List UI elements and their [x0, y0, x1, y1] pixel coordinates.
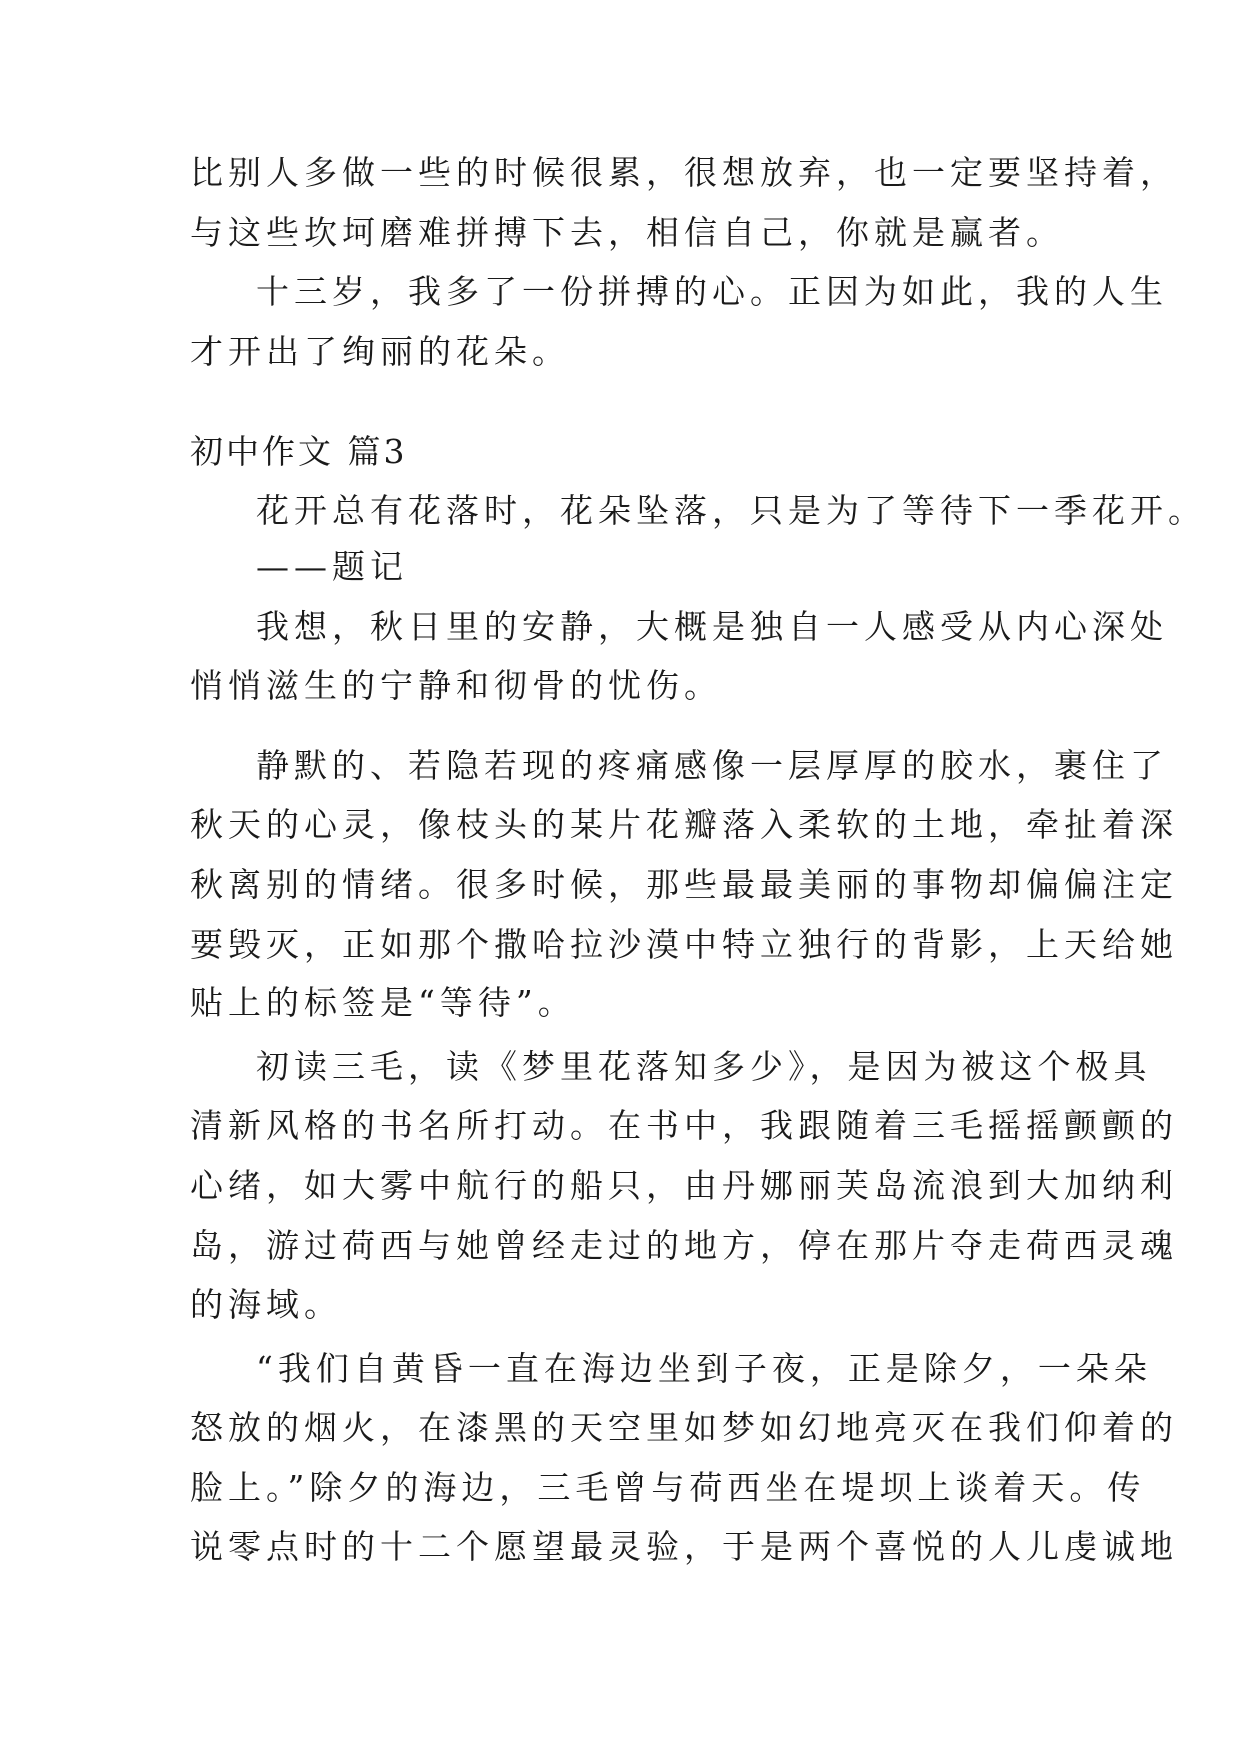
body-line: 说零点时的十二个愿望最灵验，于是两个喜悦的人儿虔诚地	[190, 1527, 1178, 1566]
epigraph-attribution: ——题记	[256, 547, 408, 586]
body-line: 的海域。	[190, 1285, 342, 1324]
body-line: 秋天的心灵，像枝头的某片花瓣落入柔软的土地，牵扯着深	[190, 805, 1178, 844]
epigraph-line: 花开总有花落时，花朵坠落，只是为了等待下一季花开。	[256, 491, 1206, 530]
body-line: 要毁灭，正如那个撒哈拉沙漠中特立独行的背影，上天给她	[190, 925, 1178, 964]
paragraph-line: 静默的、若隐若现的疼痛感像一层厚厚的胶水，裹住了	[256, 746, 1168, 785]
body-line: 清新风格的书名所打动。在书中，我跟随着三毛摇摇颤颤的	[190, 1106, 1178, 1145]
body-line: 与这些坎坷磨难拼搏下去，相信自己，你就是赢者。	[190, 213, 1064, 252]
body-line: 脸上。”除夕的海边，三毛曾与荷西坐在堤坝上谈着天。传	[190, 1468, 1146, 1507]
section-heading: 初中作文 篇3	[190, 432, 408, 471]
body-line: 怒放的烟火，在漆黑的天空里如梦如幻地亮灭在我们仰着的	[190, 1408, 1178, 1447]
body-line: 秋离别的情绪。很多时候，那些最最美丽的事物却偏偏注定	[190, 865, 1178, 904]
paragraph-line: “我们自黄昏一直在海边坐到子夜，正是除夕，一朵朵	[256, 1349, 1152, 1388]
paragraph-line: 十三岁，我多了一份拼搏的心。正因为如此，我的人生	[256, 272, 1168, 311]
paragraph-line: 我想，秋日里的安静，大概是独自一人感受从内心深处	[256, 607, 1168, 646]
paragraph-line: 初读三毛，读《梦里花落知多少》，是因为被这个极具	[256, 1047, 1152, 1086]
body-line: 才开出了绚丽的花朵。	[190, 332, 570, 371]
body-line: 心绪，如大雾中航行的船只，由丹娜丽芙岛流浪到大加纳利	[190, 1166, 1178, 1205]
body-line: 比别人多做一些的时候很累，很想放弃，也一定要坚持着，	[190, 153, 1178, 192]
body-line: 岛，游过荷西与她曾经走过的地方，停在那片夺走荷西灵魂	[190, 1226, 1178, 1265]
body-line: 贴上的标签是“等待”。	[190, 983, 576, 1022]
body-line: 悄悄滋生的宁静和彻骨的忧伤。	[190, 666, 722, 705]
